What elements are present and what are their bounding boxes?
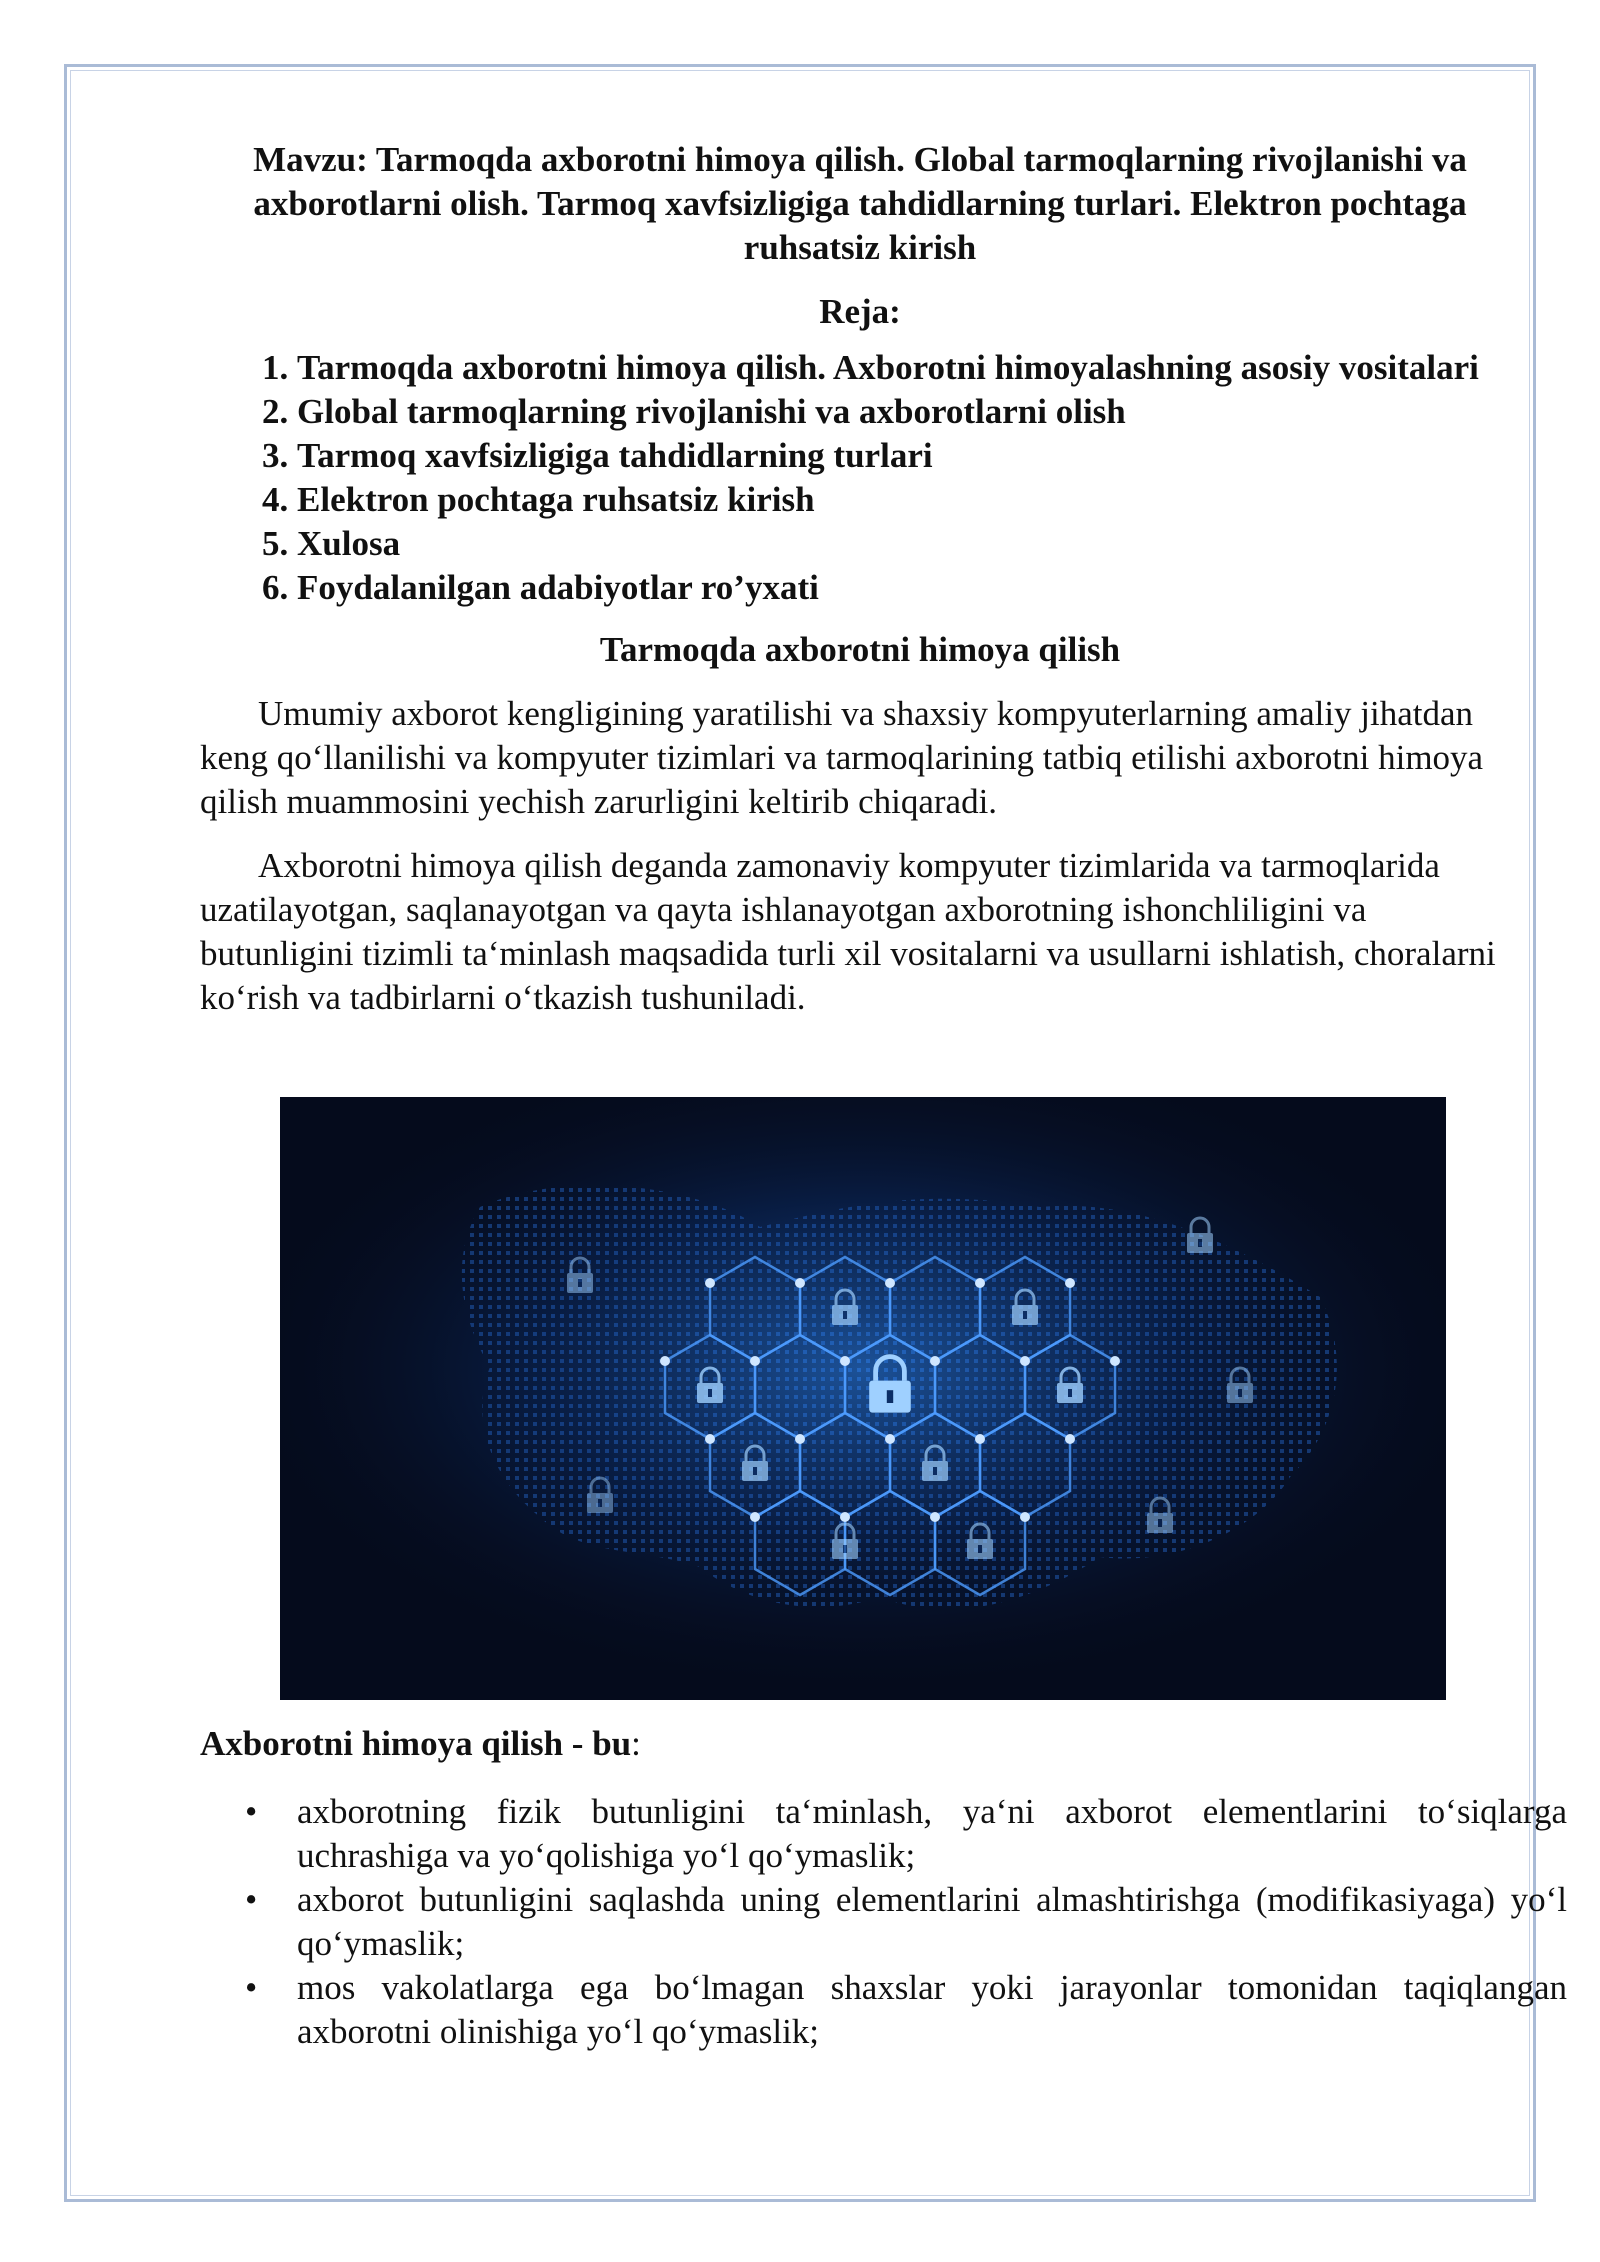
cybersecurity-illustration	[280, 1097, 1446, 1700]
bullet-item	[245, 1878, 1567, 1966]
definition-label: Axborotni himoya qilish - bu	[200, 1724, 632, 1763]
bullet-text: mos vakolatlarga ega bo‘lmagan shaxslar yoki jarayonlar tomonidan taqiqlangan axborotni olinishiga yo‘l qo‘ymaslik;	[297, 1968, 1567, 2051]
definition-bullet-list	[200, 1790, 1567, 2054]
cybersecurity-graphic	[280, 1097, 1446, 1700]
document-title: Mavzu: Tarmoqda axborotni himoya qilish. Global tarmoqlarning rivojlanishi va axborotlarni olish. Tarmoq xavfsizligiga tahdidlarning turlari. Elektron pochtaga ruhsatsiz kirish	[253, 140, 1467, 267]
plan-item: 6. Foydalanilgan adabiyotlar ro’yxati	[297, 566, 1520, 610]
plan-item: 4. Elektron pochtaga ruhsatsiz kirish	[297, 478, 1520, 522]
paragraph: Umumiy axborot kengligining yaratilishi va shaxsiy kompyuterlarning amaliy jihatdan keng qo‘llanilishi va kompyuter tizimlari va tarmoqlarining tatbiq etilishi axborotni himoya qilish muammosini yechish zarurligini keltirib chiqaradi.	[200, 694, 1484, 821]
definition-line	[200, 1722, 1500, 1766]
bullet-text: axborot butunligini saqlashda uning elementlarini almashtirishga (modifikasiyaga) yo‘l qo‘ymaslik;	[297, 1880, 1567, 1963]
plan-item: 2. Global tarmoqlarning rivojlanishi va axborotlarni olish	[297, 390, 1520, 434]
bullet-text: axborotning fizik butunligini ta‘minlash, ya‘ni axborot elementlarini to‘siqlarga uchrashiga va yo‘qolishiga yo‘l qo‘ymaslik;	[297, 1792, 1567, 1875]
plan-item: 3. Tarmoq xavfsizligiga tahdidlarning turlari	[297, 434, 1520, 478]
section-heading: Tarmoqda axborotni himoya qilish	[599, 630, 1121, 669]
bullet-dot: •	[245, 1792, 258, 1831]
definition-colon: :	[631, 1724, 641, 1763]
plan-item: 1. Tarmoqda axborotni himoya qilish. Axborotni himoyalashning asosiy vositalari	[297, 346, 1520, 390]
document-content	[200, 138, 1520, 1040]
bullet-item	[245, 1966, 1567, 2054]
bullet-dot: •	[245, 1880, 258, 1919]
plan-item: 5. Xulosa	[297, 522, 1520, 566]
paragraph: Axborotni himoya qilish deganda zamonaviy kompyuter tizimlarida va tarmoqlarida uzatilayotgan, saqlanayotgan va qayta ishlanayotgan axborotning ishonchliligini va butunligini tizimli ta‘minlash maqsadida turli xil vositalarni va usullarni ishlatish, choralarni ko‘rish va tadbirlarni o‘tkazish tushuniladi.	[200, 846, 1496, 1017]
plan-list	[200, 346, 1520, 610]
plan-heading: Reja:	[819, 292, 901, 331]
bullet-dot: •	[245, 1968, 258, 2007]
bullet-item	[245, 1790, 1567, 1878]
